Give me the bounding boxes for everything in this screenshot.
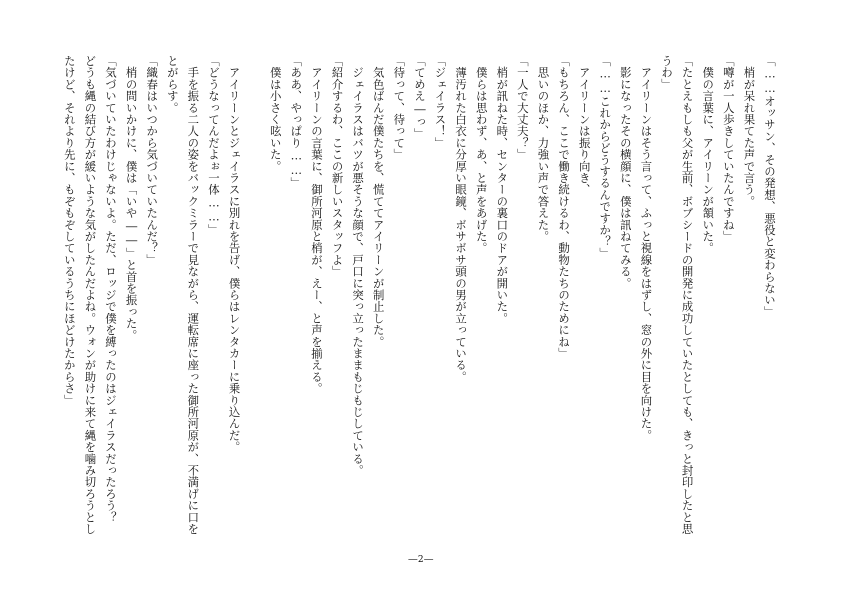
paragraph: 「もちろん、ここで働き続けるわ、動物たちのためにね」 [557, 55, 572, 360]
paragraph: 「織春はいつから気づいていたんだ？」 [145, 55, 160, 266]
paragraph: アイリーンの言葉に、御所河原と梢が、えー、と声を揃える。 [309, 55, 324, 395]
vertical-body-text [60, 55, 780, 545]
paragraph: 薄汚れた白衣に分厚い眼鏡、ボサボサ頭の男が立っている。 [454, 55, 469, 383]
page-number: ―2― [408, 555, 434, 565]
paragraph: 僕の言葉に、アイリーンが頷いた。 [701, 55, 716, 254]
paragraph: 「一人で大丈夫？」 [515, 55, 530, 161]
paragraph: 思いのほか、力強い声で答えた。 [536, 55, 551, 243]
paragraph: 僕は小さく呟いた。 [268, 55, 283, 172]
paragraph: 梢の問いかけに、僕は「いや――」と首を振った。 [124, 55, 139, 341]
paragraph: 梢が呆れ果てた声で言う。 [742, 55, 757, 208]
paragraph: 「紹介するわ、ここの新しいスタッフよ」 [330, 55, 345, 278]
paragraph: ジェイラスはバツが悪そうな顔で、戸口に突っ立ったままもじもじしている。 [351, 55, 366, 477]
paragraph: 「……オッサン、その発想、悪役と変わらない」 [763, 55, 777, 318]
paragraph: 僕らは思わず、あ、と声をあげた。 [474, 55, 489, 254]
paragraph: 手を振る二人の姿をバックミラーで見ながら、運転席に座った御所河原が、不満げに口をとがらす。 [165, 55, 201, 535]
paragraph: 「……これからどうするんですか？」 [598, 55, 613, 260]
paragraph: 「噂が一人歩きしていたんですね」 [721, 55, 736, 243]
paragraph: 気色ばんだ僕たちを、慌ててアイリーンが制止した。 [371, 55, 386, 348]
paragraph: 「ジェイラス！」 [433, 55, 448, 149]
paragraph: 梢が訊ねた時、センターの裏口のドアが開いた。 [495, 55, 510, 325]
paragraph: 影になったその横顔に、僕は訊ねてみる。 [618, 55, 633, 289]
paragraph: アイリーンはそう言って、ふっと視線をはずし、窓の外に目を向けた。 [639, 55, 654, 442]
paragraph: アイリーンは振り向き、 [577, 55, 592, 196]
paragraph: 「気づいていたわけじゃないよ。ただ、ロッジで僕を縛ったのはジェイラスだったろう？ どうも縄の結び方が緩いような気がしたんだよね。ウォンが助けに来て縄を噛み切ろうとしたけど、それより先に、もぞもぞしているうちにほどけたからさ」 [62, 55, 118, 535]
paragraph: 「てめえ―っ」 [412, 55, 427, 140]
paragraph: 「どうなってんだよぉ一体……」 [206, 55, 221, 236]
paragraph: 「待って、待って」 [392, 55, 407, 161]
paragraph: アイリーンとジェイラスに別れを告げ、僕らはレンタカーに乗り込んだ。 [227, 55, 242, 453]
paragraph: 「たとえもしも父が生前、ボブシードの開発に成功していたとしても、きっと封印したと思うわ」 [660, 55, 695, 535]
paragraph-spacer [245, 55, 266, 545]
paragraph: 「ああ、やっぱり……」 [289, 55, 304, 189]
